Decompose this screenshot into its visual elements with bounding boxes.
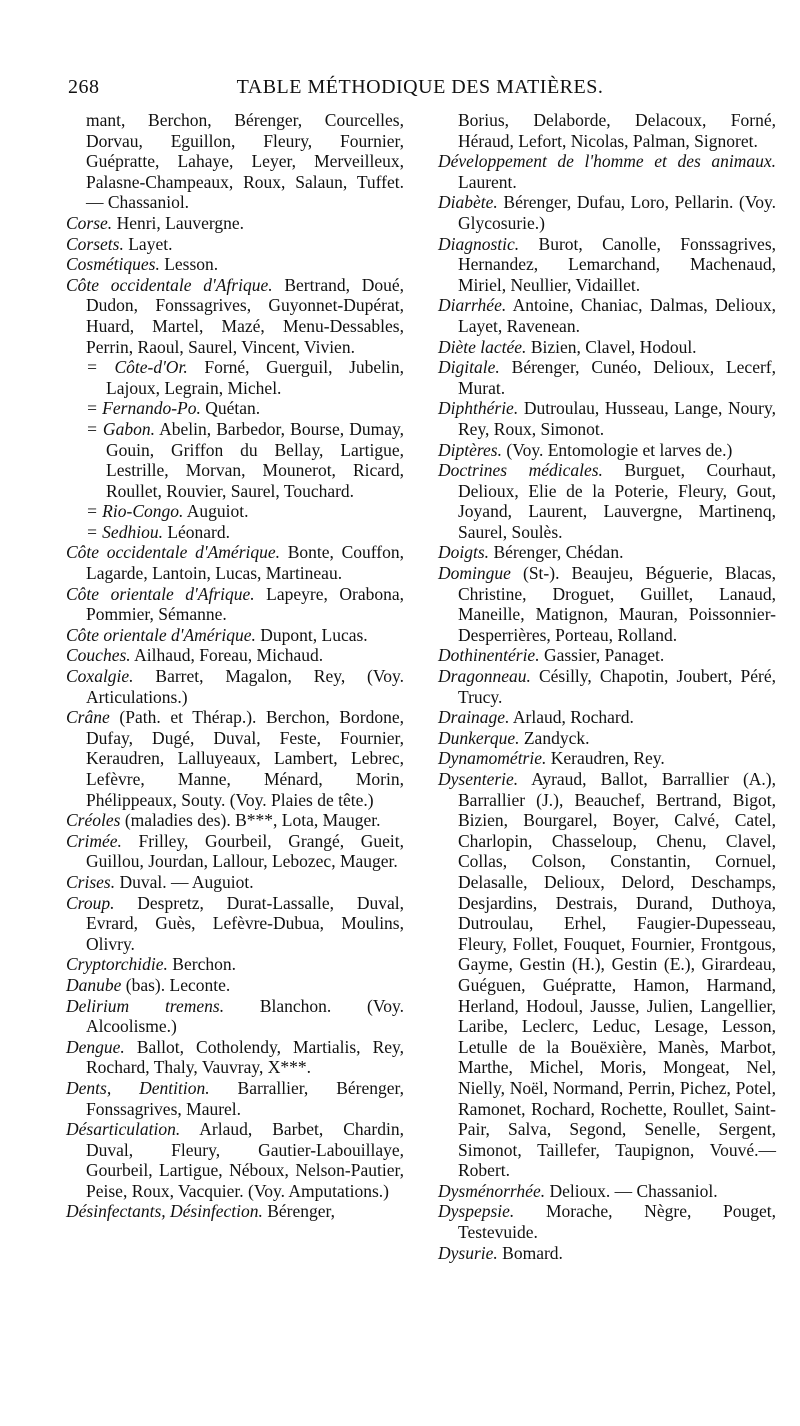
index-authors: Keraudren, Rey.: [550, 748, 665, 769]
index-authors: Bérenger, Cunéo, Delioux, Lecerf, Murat.: [458, 357, 776, 398]
index-term: Crises.: [66, 871, 116, 892]
index-term: Diptères.: [438, 439, 502, 460]
index-authors: Henri, Lauvergne.: [116, 212, 245, 233]
index-term: Côte occidentale d'Amérique.: [66, 542, 281, 563]
index-authors: Borius, Delaborde, Delacoux, Forné, Héraud, Lefort, Nicolas, Palman, Signoret.: [458, 110, 776, 151]
index-term: Doigts.: [438, 542, 490, 563]
index-entry: [66, 213, 404, 234]
index-entry: [438, 542, 776, 563]
index-term: Crâne: [66, 707, 110, 728]
index-authors: Arlaud, Barbet, Chardin, Duval, Fleury, Gautier-Labouillaye, Gourbeil, Lartigue, Néboux, Nelson-Pautier, Peise, Roux, Vacquier. (Voy. Amputations.): [86, 1119, 404, 1201]
index-authors: Despretz, Durat-Lassalle, Duval, Evrard, Guès, Lefèvre-Dubua, Moulins, Olivry.: [86, 892, 404, 954]
index-term: = Côte-d'Or.: [86, 357, 188, 378]
index-entry: [66, 522, 404, 543]
index-entry: [438, 357, 776, 398]
index-term: Côte orientale d'Amérique.: [66, 624, 256, 645]
index-term: = Fernando-Po.: [86, 398, 201, 419]
index-authors: Forné, Guerguil, Jubelin, Lajoux, Legrain, Michel.: [106, 357, 404, 398]
index-term: Digitale.: [438, 357, 500, 378]
index-authors: Bertrand, Doué, Dudon, Fonssagrives, Guyonnet-Dupérat, Huard, Martel, Mazé, Menu-Dessables, Perrin, Raoul, Saurel, Vincent, Vivien.: [86, 274, 404, 357]
index-authors: (Voy. Entomologie et larves de.): [506, 439, 733, 460]
index-entry: [438, 645, 776, 666]
index-columns: [66, 110, 776, 1263]
index-term: Désinfectants, Désinfection.: [66, 1201, 263, 1222]
index-entry: [66, 645, 404, 666]
index-term: Doctrines médicales.: [438, 460, 603, 481]
index-term: Domingue: [438, 563, 511, 584]
index-entry: [66, 584, 404, 625]
index-authors: Frilley, Gourbeil, Grangé, Gueit, Guillou, Jourdan, Lallour, Lebozec, Mauger.: [86, 830, 404, 872]
index-authors: Zandyck.: [523, 727, 590, 748]
index-entry: [438, 1243, 776, 1264]
index-entry: [438, 295, 776, 336]
index-entry: [66, 872, 404, 893]
index-authors: Barrallier, Bérenger, Fonssagrives, Maurel.: [86, 1077, 404, 1119]
index-term: Diphthérie.: [438, 398, 519, 419]
index-entry: [66, 398, 404, 419]
index-entry: [438, 707, 776, 728]
index-authors: Césilly, Chapotin, Joubert, Péré, Trucy.: [458, 666, 776, 707]
index-authors: Auguiot.: [186, 501, 249, 522]
index-entry: [66, 110, 404, 213]
index-entry: [66, 996, 404, 1037]
index-entry: [438, 748, 776, 769]
index-entry: [66, 625, 404, 646]
index-authors: (Path. et Thérap.). Berchon, Bordone, Dufay, Dugé, Duval, Feste, Fournier, Keraudren, Lalluyeaux, Lambert, Lebrec, Lefèvre, Manne, Ménard, Morin, Phélippeaux, Souty. (Voy. Plaies de tête.): [86, 707, 405, 810]
index-term: Diète lactée.: [438, 336, 527, 357]
index-term: Delirium tremens.: [66, 995, 225, 1016]
index-entry: [66, 1119, 404, 1201]
index-entry: [66, 357, 404, 398]
index-authors: Bonte, Couffon, Lagarde, Lantoin, Lucas, Martineau.: [86, 542, 404, 584]
index-entry: [66, 1037, 404, 1078]
index-entry: [438, 563, 776, 645]
index-entry: [66, 666, 404, 707]
index-entry: [438, 1181, 776, 1202]
index-authors: Bérenger,: [267, 1201, 336, 1222]
index-authors: Léonard.: [167, 521, 231, 542]
index-term: Dengue.: [66, 1036, 125, 1057]
index-authors: Quétan.: [205, 398, 261, 419]
index-term: Diabète.: [438, 192, 498, 213]
index-authors: mant, Berchon, Bérenger, Courcelles, Dorvau, Eguillon, Fleury, Fournier, Guépratte, Lahaye, Leyer, Merveilleux, Palasne-Champeaux, Roux, Salaun, Tuffet. — Chassaniol.: [86, 110, 404, 213]
index-term: Cryptorchidie.: [66, 954, 168, 975]
running-title: TABLE MÉTHODIQUE DES MATIÈRES.: [236, 76, 604, 98]
index-term: Crimée.: [66, 830, 122, 851]
index-authors: Dutroulau, Husseau, Lange, Noury, Rey, Roux, Simonot.: [458, 398, 776, 439]
index-entry: [438, 110, 776, 151]
index-entry: [66, 831, 404, 872]
index-authors: Lapeyre, Orabona, Pommier, Sémanne.: [86, 583, 405, 625]
index-authors: Blanchon. (Voy. Alcoolisme.): [86, 995, 404, 1037]
index-entry: [66, 975, 404, 996]
index-entry: [66, 954, 404, 975]
page-number: 268: [68, 76, 100, 98]
index-authors: Bérenger, Dufau, Loro, Pellarin. (Voy. Glycosurie.): [458, 192, 777, 233]
index-authors: Arlaud, Rochard.: [512, 707, 634, 728]
index-authors: Bérenger, Chédan.: [493, 542, 624, 563]
index-authors: (maladies des). B***, Lota, Mauger.: [124, 810, 381, 831]
index-authors: Lesson.: [164, 254, 219, 275]
index-term: Cosmétiques.: [66, 254, 160, 275]
index-term: = Sedhiou.: [86, 521, 163, 542]
index-authors: Layet.: [128, 233, 173, 254]
index-term: = Rio-Congo.: [86, 501, 184, 522]
index-entry: [438, 1201, 776, 1242]
index-authors: Burot, Canolle, Fonssagrives, Hernandez, Lemarchand, Machenaud, Miriel, Neullier, Vidaillet.: [458, 233, 777, 295]
index-entry: [438, 666, 776, 707]
index-term: Croup.: [66, 892, 115, 913]
left-column: [66, 110, 404, 1263]
index-entry: [66, 707, 404, 810]
index-entry: [438, 192, 776, 233]
index-authors: Antoine, Chaniac, Dalmas, Delioux, Layet, Ravenean.: [458, 295, 776, 336]
index-authors: (St-). Beaujeu, Béguerie, Blacas, Christine, Droguet, Guillet, Lanaud, Maneille, Matignon, Mauran, Poissonnier-Desperrières, Porteau, Rolland.: [458, 563, 776, 645]
index-authors: Barret, Magalon, Rey, (Voy. Articulations.): [86, 666, 404, 707]
index-entry: [438, 460, 776, 542]
index-term: Danube: [66, 974, 122, 995]
right-column: [438, 110, 776, 1263]
index-authors: Abelin, Barbedor, Bourse, Dumay, Gouin, Griffon du Bellay, Lartigue, Lestrille, Morvan, Mounerot, Ricard, Roullet, Rouvier, Saurel, Touchard.: [106, 418, 404, 501]
index-entry: [438, 769, 776, 1181]
index-authors: Dupont, Lucas.: [260, 624, 368, 645]
index-term: Couches.: [66, 645, 131, 666]
index-term: Diarrhée.: [438, 295, 507, 316]
index-term: Corse.: [66, 212, 113, 233]
index-authors: (bas). Leconte.: [125, 974, 231, 995]
index-authors: Ailhaud, Foreau, Michaud.: [134, 645, 324, 666]
index-term: Désarticulation.: [66, 1119, 181, 1140]
index-term: Côte orientale d'Afrique.: [66, 583, 255, 604]
index-entry: [438, 728, 776, 749]
index-entry: [66, 542, 404, 583]
index-term: Dysménorrhée.: [438, 1180, 546, 1201]
index-term: Dynamométrie.: [438, 748, 547, 769]
index-authors: Ballot, Cotholendy, Martialis, Rey, Rochard, Thaly, Vauvray, X***.: [86, 1036, 405, 1078]
index-entry: [66, 501, 404, 522]
index-entry: [66, 234, 404, 255]
index-entry: [438, 337, 776, 358]
index-authors: Ayraud, Ballot, Barrallier (A.), Barrallier (J.), Beauchef, Bertrand, Bigot, Bizien, Bourgarel, Boyer, Calvé, Catel, Charlopin, Chasseloup, Chenu, Clavel, Collas, Colson, Constantin, Cornuel, Delasalle, Delioux, Delord, Deschamps, Desjardins, Destrais, Durand, Duthoya, Dutroulau, Erhel, Faugier-Dupesseau, Fleury, Follet, Fouquet, Fournier, Frontgous, Gayme, Gestin (H.), Gestin (E.), Girardeau, Guéguen, Guépratte, Hamon, Harmand, Herland, Hodoul, Jausse, Julien, Langellier, Laribe, Leclerc, Leduc, Lesage, Lesson, Letulle de la Bouëxière, Manès, Marbot, Marthe, Michel, Moris, Mongeat, Nel, Nielly, Noël, Normand, Perrin, Pichez, Potel, Ramonet, Rochard, Rochette, Roullet, Saint-Pair, Salva, Segond, Senelle, Sergent, Simonot, Taillefer, Taupignon, Vouvé.— Robert.: [458, 769, 776, 1181]
index-entry: [66, 1078, 404, 1119]
index-authors: Berchon.: [172, 954, 236, 975]
index-term: Corsets.: [66, 233, 124, 254]
index-term: Dothinentérie.: [438, 645, 540, 666]
index-entry: [66, 893, 404, 955]
index-term: Dysurie.: [438, 1242, 498, 1263]
index-term: = Gabon.: [86, 418, 155, 439]
index-entry: [66, 254, 404, 275]
index-term: Créoles: [66, 810, 121, 831]
index-authors: Laurent.: [458, 171, 517, 192]
index-term: Dyspepsie.: [438, 1201, 515, 1222]
index-term: Côte occidentale d'Afrique.: [66, 274, 273, 295]
index-term: Diagnostic.: [438, 233, 520, 254]
index-entry: [438, 398, 776, 439]
index-authors: Bomard.: [502, 1242, 563, 1263]
index-entry: [66, 1201, 404, 1222]
index-term: Coxalgie.: [66, 666, 134, 687]
index-entry: [66, 810, 404, 831]
index-term: Dunkerque.: [438, 727, 520, 748]
index-authors: Gassier, Panaget.: [543, 645, 665, 666]
index-authors: Bizien, Clavel, Hodoul.: [530, 336, 697, 357]
index-entry: [66, 275, 404, 357]
index-term: Drainage.: [438, 707, 510, 728]
index-entry: [438, 440, 776, 461]
index-term: Dents, Dentition.: [66, 1077, 210, 1098]
index-term: Développement de l'homme et des animaux.: [438, 151, 776, 172]
index-authors: Burguet, Courhaut, Delioux, Elie de la Poterie, Fleury, Gout, Joyand, Laurent, Lauvergne, Martinenq, Saurel, Soulès.: [458, 460, 776, 542]
index-entry: [66, 419, 404, 501]
index-entry: [438, 234, 776, 296]
index-authors: Delioux. — Chassaniol.: [549, 1180, 718, 1201]
index-authors: Duval. — Auguiot.: [119, 871, 254, 892]
index-authors: Morache, Nègre, Pouget, Testevuide.: [458, 1201, 776, 1243]
page-header: [68, 76, 772, 100]
index-term: Dragonneau.: [438, 666, 531, 687]
index-term: Dysenterie.: [438, 769, 519, 789]
index-entry: [438, 151, 776, 192]
